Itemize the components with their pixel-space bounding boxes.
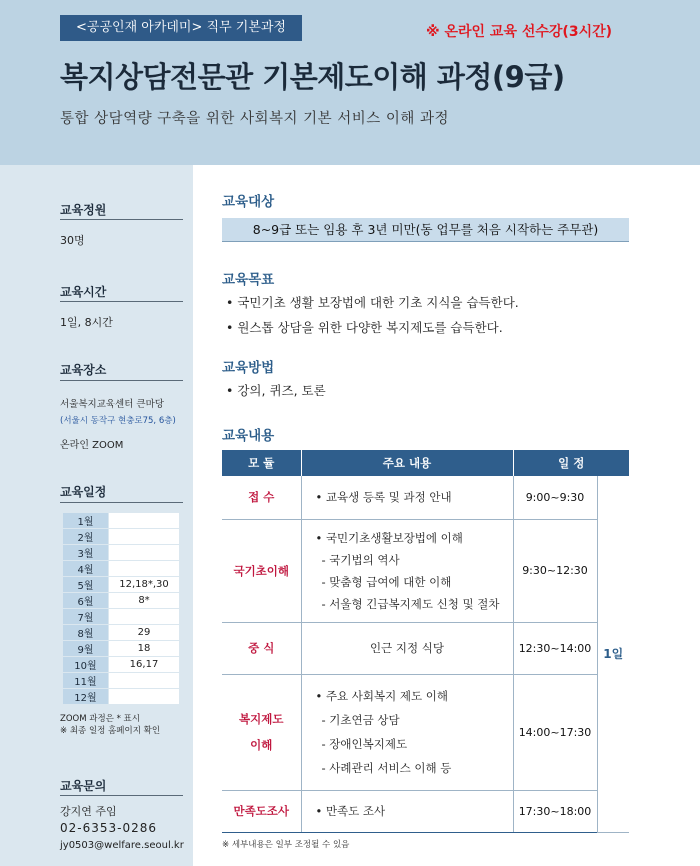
table-header-row — [222, 450, 629, 476]
schedule-table — [62, 512, 180, 705]
table-row — [222, 622, 629, 674]
target-box: 8~9급 또는 임용 후 3년 미만(동 업무를 처음 시작하는 주무관) — [222, 218, 629, 242]
schedule-row — [63, 545, 180, 561]
contact-phone: 02-6353-0286 — [60, 821, 158, 835]
schedule-days — [109, 513, 180, 529]
page-title: 복지상담전문관 기본제도이해 과정(9급) — [60, 60, 565, 94]
schedule-row — [63, 577, 180, 593]
content-sub: - 장애인복지제도 — [321, 737, 408, 751]
module-line: 복지제도 — [239, 712, 284, 726]
time-cell: 14:00~17:30 — [513, 674, 597, 790]
content-sub: - 맞춤형 급여에 대한 이해 — [321, 574, 452, 589]
content-sub: - 사례관리 서비스 이해 등 — [321, 761, 452, 775]
content-table — [222, 450, 629, 833]
footnote: ※ 세부내용은 일부 조정될 수 있음 — [222, 840, 350, 850]
schedule-days — [109, 689, 180, 705]
online-notice: ※ 온라인 교육 선수강(3시간) — [426, 24, 613, 40]
module-line: 이해 — [250, 738, 273, 752]
schedule-row — [63, 513, 180, 529]
schedule-month: 10월 — [63, 657, 109, 673]
content-sub: - 서울형 긴급복지제도 신청 및 절차 — [321, 596, 500, 611]
schedule-month: 11월 — [63, 673, 109, 689]
schedule-days: 16,17 — [109, 657, 180, 673]
page-subtitle: 통합 상담역량 구축을 위한 사회복지 기본 서비스 이해 과정 — [60, 111, 450, 127]
schedule-month: 6월 — [63, 593, 109, 609]
method-item: • 강의, 퀴즈, 토론 — [226, 383, 326, 398]
schedule-month: 3월 — [63, 545, 109, 561]
schedule-month: 7월 — [63, 609, 109, 625]
schedule-row — [63, 609, 180, 625]
header-schedule: 일 정 — [513, 450, 629, 476]
content-cell — [301, 674, 513, 790]
table-row — [222, 790, 629, 832]
table-row — [222, 476, 629, 519]
schedule-row — [63, 529, 180, 545]
schedule-row — [63, 673, 180, 689]
content-main: • 국민기초생활보장법에 이해 — [315, 530, 463, 545]
method-title: 교육방법 — [222, 360, 275, 376]
schedule-days: 8* — [109, 593, 180, 609]
schedule-note-final: ※ 최종 일정 홈페이지 확인 — [60, 726, 161, 736]
schedule-row — [63, 625, 180, 641]
schedule-days — [109, 609, 180, 625]
table-row — [222, 674, 629, 790]
schedule-days — [109, 561, 180, 577]
module-cell: 접 수 — [222, 476, 301, 519]
time-cell: 9:30~12:30 — [513, 519, 597, 622]
schedule-row — [63, 641, 180, 657]
goals-title: 교육목표 — [222, 272, 275, 288]
schedule-row — [63, 561, 180, 577]
time-cell: 9:00~9:30 — [513, 476, 597, 519]
schedule-month: 2월 — [63, 529, 109, 545]
divider — [60, 380, 183, 381]
header-banner — [0, 0, 700, 165]
schedule-label: 교육일정 — [60, 485, 107, 499]
schedule-days: 29 — [109, 625, 180, 641]
divider — [60, 795, 183, 796]
content-main: • 교육생 등록 및 과정 안내 — [315, 490, 452, 505]
location-label: 교육장소 — [60, 363, 107, 377]
contact-label: 교육문의 — [60, 779, 107, 793]
day-cell: 1일 — [597, 476, 629, 832]
schedule-row — [63, 657, 180, 673]
time-cell: 17:30~18:00 — [513, 790, 597, 832]
table-row — [222, 519, 629, 622]
schedule-month: 5월 — [63, 577, 109, 593]
content-cell — [301, 519, 513, 622]
capacity-label: 교육정원 — [60, 203, 107, 217]
goal-item: • 국민기초 생활 보장법에 대한 기초 지식을 습득한다. — [226, 295, 519, 310]
divider — [60, 502, 183, 503]
content-main: • 주요 사회복지 제도 이해 — [315, 689, 448, 703]
content-cell — [301, 476, 513, 519]
time-cell: 12:30~14:00 — [513, 622, 597, 674]
divider — [60, 219, 183, 220]
schedule-month: 12월 — [63, 689, 109, 705]
program-badge: <공공인재 아카데미> 직무 기본과정 — [60, 15, 302, 41]
content-title: 교육내용 — [222, 428, 275, 444]
location-online: 온라인 ZOOM — [60, 440, 124, 451]
schedule-days — [109, 673, 180, 689]
module-cell — [222, 674, 301, 790]
target-title: 교육대상 — [222, 194, 275, 210]
contact-name: 강지연 주임 — [60, 805, 117, 818]
divider — [60, 301, 183, 302]
header-content: 주요 내용 — [301, 450, 513, 476]
schedule-month: 4월 — [63, 561, 109, 577]
schedule-row — [63, 689, 180, 705]
schedule-month: 8월 — [63, 625, 109, 641]
schedule-days: 12,18*,30 — [109, 577, 180, 593]
location-address: (서울시 동작구 현충로75, 6층) — [60, 416, 176, 426]
goal-item: • 원스톱 상담을 위한 다양한 복지제도를 습득한다. — [226, 320, 503, 335]
module-cell: 중 식 — [222, 622, 301, 674]
module-cell: 국기초이해 — [222, 519, 301, 622]
schedule-days — [109, 545, 180, 561]
capacity-value: 30명 — [60, 234, 85, 247]
contact-email: jy0503@welfare.seoul.kr — [60, 840, 184, 851]
content-sub: - 기초연금 상담 — [321, 713, 400, 727]
duration-value: 1일, 8시간 — [60, 316, 113, 329]
schedule-days — [109, 529, 180, 545]
schedule-month: 1월 — [63, 513, 109, 529]
schedule-month: 9월 — [63, 641, 109, 657]
schedule-days: 18 — [109, 641, 180, 657]
header-module: 모 듈 — [222, 450, 301, 476]
content-sub: - 국기법의 역사 — [321, 552, 400, 567]
duration-label: 교육시간 — [60, 285, 107, 299]
content-cell: • 만족도 조사 — [301, 790, 513, 832]
content-cell: 인근 지정 식당 — [301, 622, 513, 674]
location-line1: 서울복지교육센터 큰마당 — [60, 399, 164, 410]
schedule-row — [63, 593, 180, 609]
schedule-note-zoom: ZOOM 과정은 * 표시 — [60, 714, 140, 724]
module-cell: 만족도조사 — [222, 790, 301, 832]
